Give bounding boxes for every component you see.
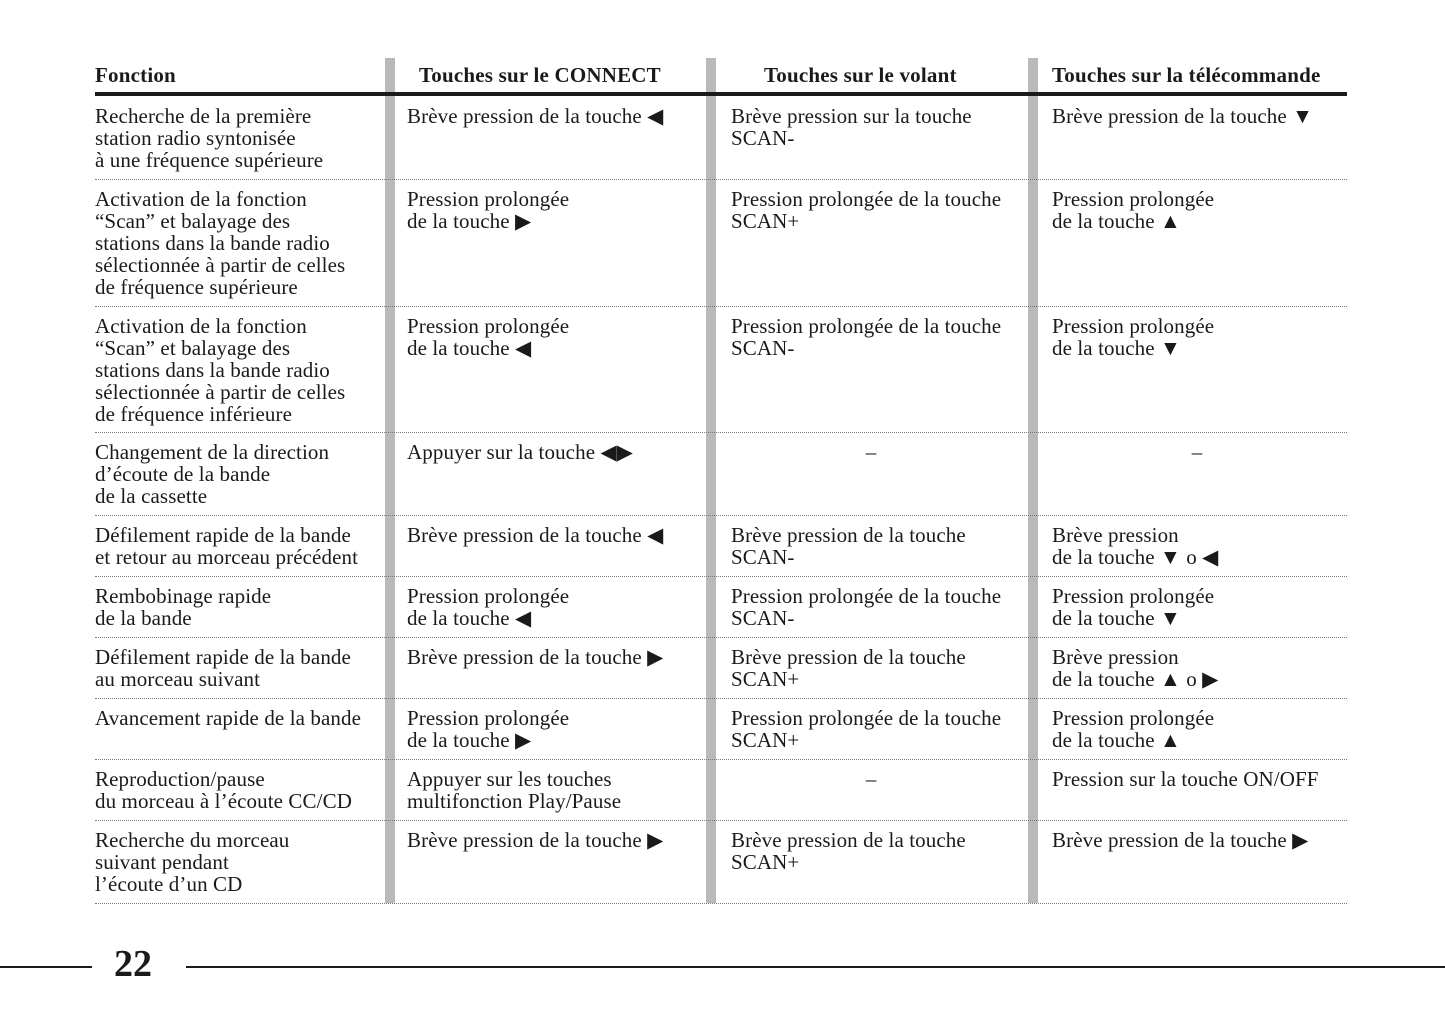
header-connect: Touches sur le CONNECT [419,63,661,87]
table-row [95,96,1347,180]
cell-volant: Brève pression de la touche SCAN- [731,523,966,569]
cell-connect: Brève pression de la touche ◀ [407,104,664,128]
cell-fonction: Recherche de la première station radio syntonisée à une fréquence supérieure [95,104,324,172]
cell-telecommande: Pression sur la touche ON/OFF [1052,767,1319,791]
cell-fonction: Activation de la fonction “Scan” et balayage des stations dans la bande radio sélectionnée à partir de celles de fréquence supérieure [95,187,346,299]
table-row [95,637,1347,699]
table-row [95,432,1347,516]
cell-telecommande: Pression prolongée de la touche ▲ [1052,706,1215,752]
table-row [95,515,1347,577]
cell-connect: Appuyer sur les touches multifonction Play/Pause [407,767,622,813]
cell-fonction: Changement de la direction d’écoute de la bande de la cassette [95,440,330,508]
header-volant: Touches sur le volant [764,63,957,87]
cell-volant: Pression prolongée de la touche SCAN- [731,314,1002,360]
footer-rule-left [0,966,92,968]
table-row [95,820,1347,904]
cell-telecommande: Brève pression de la touche ▼ o ◀ [1052,523,1219,569]
cell-connect: Pression prolongée de la touche ◀ [407,314,570,360]
cell-fonction: Reproduction/pause du morceau à l’écoute CC/CD [95,767,352,813]
cell-connect: Appuyer sur la touche ◀▶ [407,440,633,464]
cell-volant: Brève pression de la touche SCAN+ [731,828,966,874]
cell-volant: Brève pression de la touche SCAN+ [731,645,966,691]
cell-connect: Brève pression de la touche ▶ [407,645,664,669]
cell-connect: Pression prolongée de la touche ▶ [407,706,570,752]
cell-telecommande: – [1191,440,1203,464]
cell-telecommande: Brève pression de la touche ▲ o ▶ [1052,645,1219,691]
cell-fonction: Avancement rapide de la bande [95,706,362,730]
table-header [95,58,1347,94]
cell-fonction: Défilement rapide de la bande et retour au morceau précédent [95,523,359,569]
page-number: 22 [114,943,152,985]
function-table [95,58,1347,896]
cell-telecommande: Brève pression de la touche ▼ [1052,104,1314,128]
cell-volant: Pression prolongée de la touche SCAN- [731,584,1002,630]
table-row [95,179,1347,307]
table-row [95,576,1347,638]
cell-volant: – [865,440,877,464]
cell-fonction: Défilement rapide de la bande au morceau suivant [95,645,351,691]
cell-connect: Pression prolongée de la touche ◀ [407,584,570,630]
cell-connect: Pression prolongée de la touche ▶ [407,187,570,233]
header-fonction: Fonction [95,63,176,87]
table-row [95,306,1347,433]
cell-fonction: Rembobinage rapide de la bande [95,584,272,630]
cell-volant: Pression prolongée de la touche SCAN+ [731,706,1002,752]
table-row [95,698,1347,760]
cell-fonction: Activation de la fonction “Scan” et balayage des stations dans la bande radio sélectionnée à partir de celles de fréquence inférieure [95,314,346,426]
header-telecommande: Touches sur la télécommande [1052,63,1321,87]
cell-telecommande: Pression prolongée de la touche ▼ [1052,584,1215,630]
cell-telecommande: Pression prolongée de la touche ▲ [1052,187,1215,233]
table-row [95,759,1347,821]
cell-telecommande: Pression prolongée de la touche ▼ [1052,314,1215,360]
cell-fonction: Recherche du morceau suivant pendant l’écoute d’un CD [95,828,290,896]
cell-connect: Brève pression de la touche ◀ [407,523,664,547]
cell-volant: Pression prolongée de la touche SCAN+ [731,187,1002,233]
cell-connect: Brève pression de la touche ▶ [407,828,664,852]
cell-volant: – [865,767,877,791]
footer-rule-right [186,966,1445,968]
cell-telecommande: Brève pression de la touche ▶ [1052,828,1309,852]
cell-volant: Brève pression sur la touche SCAN- [731,104,972,150]
